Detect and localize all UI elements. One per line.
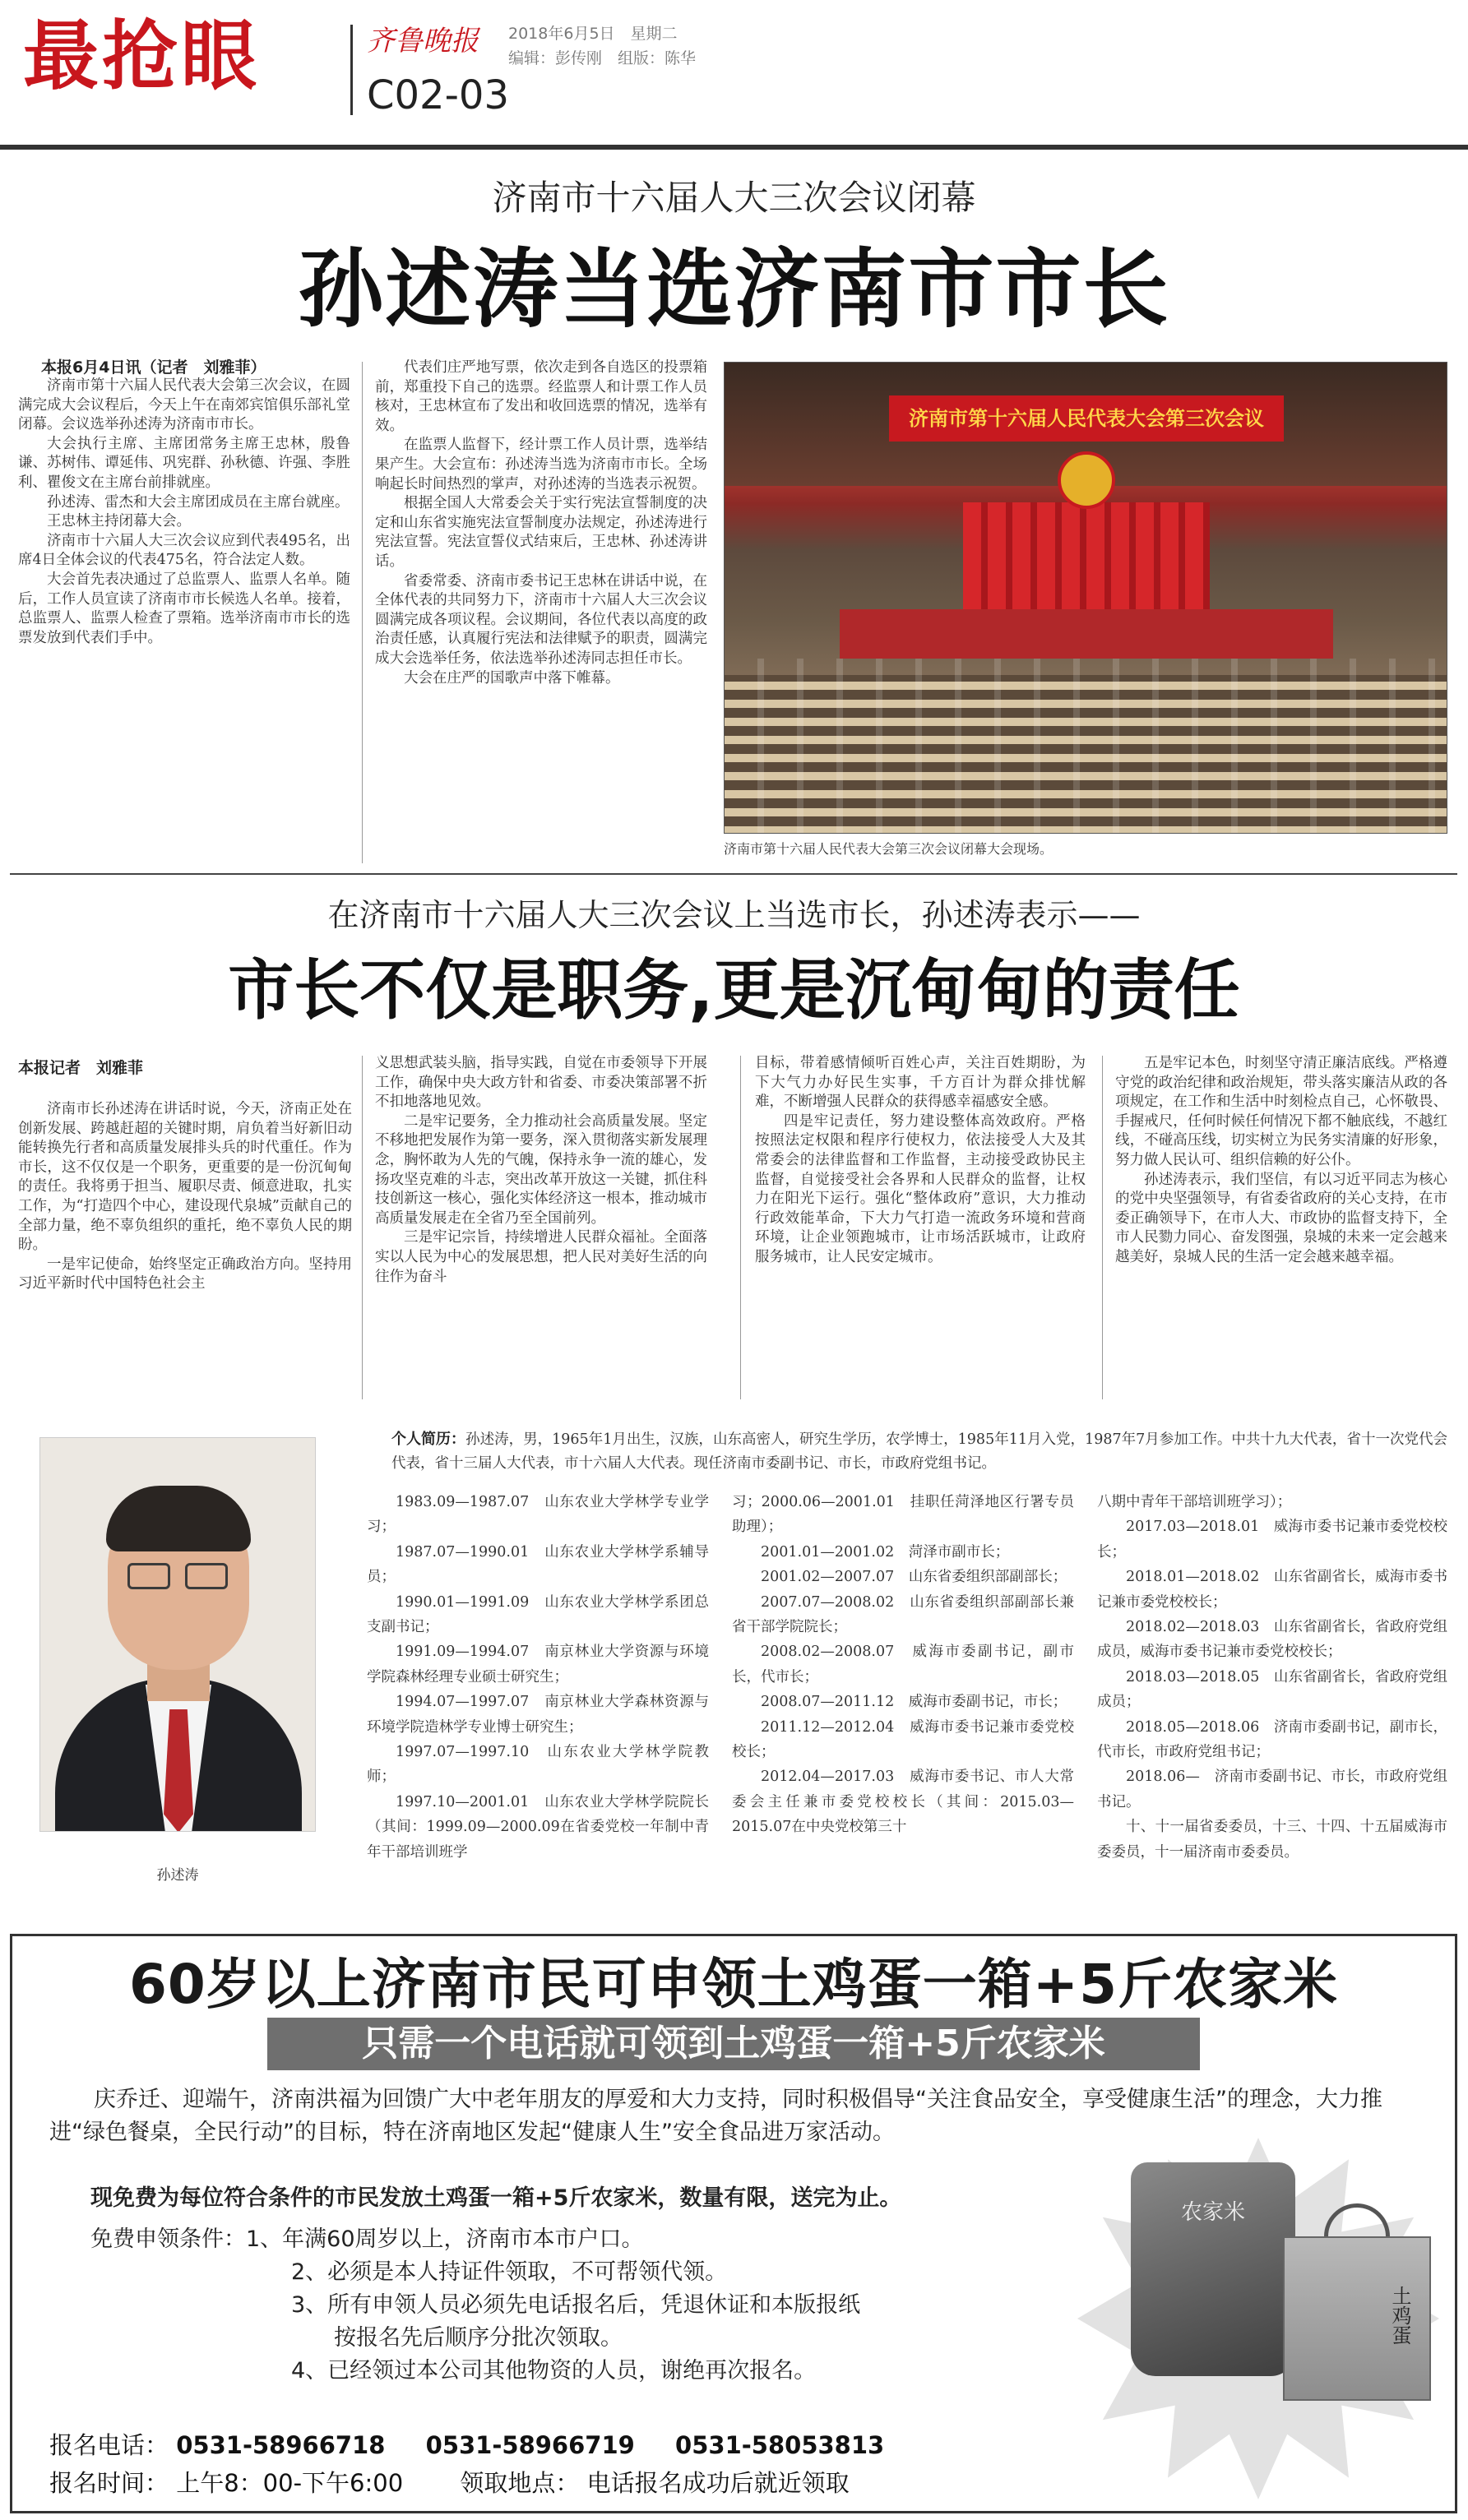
resume-entry: 1994.07—1997.07 南京林业大学森林资源与环境学院造林学专业博士研究生；	[367, 1694, 709, 1736]
story1-headline: 孙述涛当选济南市市长	[298, 239, 1170, 340]
paragraph: 大会在庄严的国歌声中落下帷幕。	[404, 669, 620, 687]
ad-subheadline: 只需一个电话就可领到土鸡蛋一箱+5斤农家米	[267, 2018, 1200, 2070]
resume-entry: 2011.12—2012.04 威海市委书记兼市委党校校长；	[732, 1718, 1074, 1761]
conditions-label: 免费申领条件：	[90, 2226, 246, 2252]
paragraph: 孙述涛表示，我们坚信，有以习近平同志为核心的党中央坚强领导，有省委省政府的关心支持，在市委正确领导下，在市人大、市政协的监督支持下，全市人民勠力同心、奋发图强，泉城的未来一定会越来越美好，泉城人民的生活一定会越来越幸福。	[1115, 1171, 1447, 1265]
place-value: 电话报名成功后就近领取	[586, 2469, 850, 2497]
story1-kicker: 济南市十六届人大三次会议闭幕	[492, 178, 976, 218]
condition-item: 按报名先后顺序分批次领取。	[334, 2325, 623, 2351]
paragraph: 二是牢记要务，全力推动社会高质量发展。坚定不移地把发展作为第一要务，深入贯彻落实新发展理念，胸怀敢为人先的气魄，保持永争一流的雄心，发扬攻坚克难的斗志，突出改革开放这一关键，抓住科技创新这一核心，强化实体经济这一根本，推动城市高质量发展走在全省乃至全国前列。	[375, 1112, 707, 1227]
story2-headline: 市长不仅是职务,更是沉甸甸的责任	[228, 952, 1240, 1029]
profile-intro	[391, 1427, 1447, 1476]
rice-bag-label: 农家米	[1180, 2200, 1245, 2225]
story2-column-3	[755, 1054, 1086, 1398]
ad-conditions	[90, 2223, 1118, 2388]
resume-column-3	[1097, 1490, 1447, 1865]
profile-intro-label: 个人简历：	[391, 1431, 466, 1448]
issue-editors: 编辑：彭传刚 组版：陈华	[508, 49, 697, 67]
resume-entry: 1990.01—1991.09 山东农业大学林学系团总支副书记；	[367, 1593, 709, 1636]
paragraph: 省委常委、济南市委书记王忠林在讲话中说，在全体代表的共同努力下，济南市十六届人大三次会议圆满完成各项议程。会议期间，各位代表以高度的政治责任感，认真履行宪法和法律赋予的职责，圆满完成大会选举任务，依法选举孙述涛同志担任市长。	[375, 572, 707, 667]
resume-entry: 2008.02—2008.07 威海市委副书记，副市长，代市长；	[732, 1644, 1074, 1685]
assembly-banner: 济南市第十六届人民代表大会第三次会议	[889, 395, 1284, 442]
audience-rows	[725, 659, 1447, 834]
ad-time-row	[49, 2465, 1283, 2499]
story2-column-1	[18, 1100, 352, 1396]
column-divider	[362, 1056, 363, 1399]
place-label: 领取地点：	[460, 2469, 580, 2497]
paragraph: 三是牢记宗旨，持续增进人民群众福祉。全面落实以人民为中心的发展思想，把人民对美好生活的向往作为奋斗	[375, 1229, 707, 1285]
ad-phone-row	[49, 2427, 1283, 2461]
paragraph: 四是牢记责任，努力建设整体高效政府。严格按照法定权限和程序行使权力，依法接受人大及其常委会的法律监督和工作监督，主动接受政协民主监督，自觉接受社会各界和人民群众的监督，让权力在阳光下运行。强化“整体政府”意识，大力推动行政效能革命，下大力气打造一流政务环境和营商环境，让企业领跑城市，让市场活跃城市，让政府服务城市，让人民安定城市。	[755, 1112, 1086, 1265]
photo-caption: 济南市第十六届人民代表大会第三次会议闭幕大会现场。	[724, 841, 1054, 857]
paragraph: 孙述涛、雷杰和大会主席团成员在主席台就座。	[47, 493, 350, 511]
story2-kicker: 在济南市十六届人大三次会议上当选市长，孙述涛表示——	[327, 897, 1141, 933]
assembly-hall-photo	[724, 362, 1447, 834]
phone-label: 报名电话：	[49, 2431, 169, 2459]
condition-item: 1、年满60周岁以上，济南市本市户口。	[246, 2226, 644, 2252]
newspaper-name: 齐鲁晚报	[367, 25, 479, 58]
paragraph: 王忠林主持闭幕大会。	[47, 513, 191, 530]
red-flags	[963, 502, 1210, 617]
profile-intro-text: 孙述涛，男，1965年1月出生，汉族，山东高密人，研究生学历，农学博士，1985年11月入党，1987年7月参加工作。中共十九大代表，省十一次党代会代表，省十三届人大代表，市十六届人大代表。现任济南市委副书记、市长，市政府党组书记。	[391, 1431, 1448, 1472]
resume-entry: 1997.07—1997.10 山东农业大学林学院教师；	[367, 1744, 709, 1786]
resume-entry: 2007.07—2008.02 山东省委组织部副部长兼省干部学院院长；	[732, 1593, 1074, 1636]
section-rule	[10, 873, 1457, 875]
phone-number-1[interactable]: 0531-58966718	[176, 2431, 386, 2459]
resume-entry: 1997.10—2001.01 山东农业大学林学院院长（其间：1999.09—2000.09在省委党校一年制中青年干部培训班学	[367, 1793, 709, 1861]
ad-offer: 现免费为每位符合条件的市民发放土鸡蛋一箱+5斤农家米，数量有限，送完为止。	[90, 2185, 902, 2211]
condition-item: 3、所有申领人员必须先电话报名后，凭退休证和本版报纸	[291, 2292, 861, 2318]
resume-entry: 2018.01—2018.02 山东省副省长，威海市委书记兼市委党校校长；	[1097, 1569, 1447, 1611]
ad-intro: 庆乔迁、迎端午，济南洪福为回馈广大中老年朋友的厚爱和大力支持，同时积极倡导“关注食品安全，享受健康生活”的理念，大力推进“绿色餐桌，全民行动”的目标，特在济南地区发起“健康人生”安全食品进万家活动。	[49, 2087, 1382, 2145]
section-title: 最抢眼	[23, 12, 261, 100]
paragraph: 济南市长孙述涛在讲话时说，今天，济南正处在创新发展、跨越赶超的关键时期，肩负着当好新旧动能转换先行者和高质量发展排头兵的时代重任。作为市长，这不仅仅是一个职务，更重要的是一份沉甸甸的责任。我将勇于担当、履职尽责、倾意进取，扎实工作，为“打造四个中心，建设现代泉城”贡献自己的全部力量，绝不辜负组织的重托，绝不辜负人民的期盼。	[18, 1101, 352, 1254]
resume-entry: 1987.07—1990.01 山东农业大学林学系辅导员；	[367, 1543, 709, 1586]
column-divider	[362, 362, 363, 863]
paragraph: 济南市十六届人大三次会议应到代表495名，出席4日全体会议的代表475名，符合法定人数。	[18, 532, 350, 569]
issue-meta	[508, 21, 696, 71]
resume-column-2	[732, 1490, 1074, 1840]
story1-column-1	[18, 377, 350, 867]
paragraph: 义思想武装头脑，指导实践，自觉在市委领导下开展工作，确保中央大政方针和省委、市委决策部署不折不扣地落地见效。	[375, 1055, 707, 1111]
story2-byline: 本报记者 刘雅菲	[18, 1059, 144, 1077]
glasses-right-icon	[185, 1563, 228, 1589]
paragraph: 济南市第十六届人民代表大会第三次会议，在圆满完成大会议程后，今天上午在南郊宾馆俱乐部礼堂闭幕。会议选举孙述涛为济南市市长。	[18, 377, 350, 433]
hair	[106, 1486, 251, 1551]
masthead-divider	[350, 25, 353, 115]
resume-entry: 2012.04—2017.03 威海市委书记、市人大常委会主任兼市委党校校长（其间：2015.03—2015.07在中央党校第三十	[732, 1769, 1074, 1836]
story2-column-4	[1115, 1054, 1447, 1398]
portrait-caption: 孙述涛	[156, 1867, 199, 1884]
resume-entry: 2018.02—2018.03 山东省副省长，省政府党组成员，威海市委书记兼市委党校校长；	[1097, 1619, 1447, 1661]
paragraph: 在监票人监督下，经计票工作人员计票，选举结果产生。大会宣布：孙述涛当选为济南市市长。全场响起长时间热烈的掌声，对孙述涛的当选表示祝贺。	[375, 437, 707, 492]
resume-entry: 2018.06— 济南市委副书记、市长，市政府党组书记。	[1097, 1769, 1447, 1810]
condition-item: 2、必须是本人持证件领取，不可帮领代领。	[291, 2259, 728, 2285]
masthead-rule	[0, 145, 1468, 150]
time-label: 报名时间：	[49, 2469, 169, 2497]
story2-column-2	[375, 1054, 707, 1398]
rostrum-stage	[840, 609, 1333, 659]
column-divider	[740, 1056, 741, 1399]
portrait-photo	[39, 1437, 316, 1832]
resume-entry: 2018.05—2018.06 济南市委副书记，副市长，代市长，市政府党组书记；	[1097, 1718, 1447, 1761]
resume-entry: 2001.02—2007.07 山东省委组织部副部长；	[761, 1569, 1067, 1586]
story1-byline: 本报6月4日讯（记者 刘雅菲）	[41, 358, 266, 377]
paragraph: 代表们庄严地写票，依次走到各自选区的投票箱前，郑重投下自己的选票。经监票人和计票工作人员核对，王忠林宣布了发出和收回选票的情况，选举有效。	[375, 359, 707, 434]
resume-column-1	[367, 1490, 709, 1865]
resume-entry: 1983.09—1987.07 山东农业大学林学专业学习；	[367, 1494, 709, 1536]
resume-entry: 2017.03—2018.01 威海市委书记兼市委党校校长；	[1097, 1519, 1447, 1561]
resume-entry: 十、十一届省委委员，十三、十四、十五届威海市委委员，十一届济南市委委员。	[1097, 1819, 1447, 1861]
glasses-left-icon	[127, 1563, 170, 1589]
gift-bag-label: 土鸡蛋	[1388, 2286, 1411, 2345]
paragraph: 根据全国人大常委会关于实行宪法宣誓制度的决定和山东省实施宪法宣誓制度办法规定，孙述涛进行宪法宣誓。宪法宣誓仪式结束后，王忠林、孙述涛讲话。	[375, 495, 707, 570]
issue-date: 2018年6月5日 星期二	[508, 25, 678, 43]
resume-entry: 2018.03—2018.05 山东省副省长，省政府党组成员；	[1097, 1668, 1447, 1711]
paragraph: 五是牢记本色，时刻坚守清正廉洁底线。严格遵守党的政治纪律和政治规矩，带头落实廉洁从政的各项规定，在工作和生活中时刻检点自己，心怀敬畏、手握戒尺，任何时候任何情况下都不触底线，不越红线，不碰高压线，切实树立为民务实清廉的好形象，努力做人民认可、组织信赖的好公仆。	[1115, 1055, 1447, 1168]
resume-entry: 八期中青年干部培训班学习）；	[1097, 1494, 1292, 1510]
time-value: 上午8：00-下午6:00	[176, 2469, 404, 2497]
ad-headline: 60岁以上济南市民可申领土鸡蛋一箱+5斤农家米	[128, 1953, 1339, 2016]
condition-item: 4、已经领过本公司其他物资的人员，谢绝再次报名。	[291, 2358, 817, 2384]
paragraph: 大会首先表决通过了总监票人、监票人名单。随后，工作人员宣读了济南市市长候选人名单。接着，总监票人、监票人检查了票箱。选举济南市市长的选票发放到代表们手中。	[18, 571, 350, 646]
resume-entry: 1991.09—1994.07 南京林业大学资源与环境学院森林经理专业硕士研究生；	[367, 1644, 709, 1685]
phone-number-3[interactable]: 0531-58053813	[675, 2431, 885, 2459]
paragraph: 目标，带着感情倾听百姓心声，关注百姓期盼，为下大气力办好民生实事，千方百计为群众排忧解难，不断增强人民群众的获得感幸福感安全感。	[755, 1055, 1086, 1111]
resume-entry: 2001.01—2001.02 菏泽市副市长；	[761, 1543, 1010, 1561]
resume-entry: 习；2000.06—2001.01 挂职任菏泽地区行署专员助理）；	[732, 1494, 1074, 1536]
page-number: C02-03	[367, 72, 509, 118]
paragraph: 一是牢记使命，始终坚定正确政治方向。坚持用习近平新时代中国特色社会主	[18, 1255, 352, 1292]
national-emblem-icon	[1058, 451, 1115, 509]
phone-number-2[interactable]: 0531-58966719	[425, 2431, 635, 2459]
story1-column-2	[375, 358, 707, 867]
column-divider	[1102, 1056, 1103, 1399]
resume-entry: 2008.07—2011.12 威海市委副书记，市长；	[761, 1694, 1067, 1711]
paragraph: 大会执行主席、主席团常务主席王忠林，殷鲁谦、苏树伟、谭延伟、巩宪群、孙秋德、许强、李胜利、瞿俊文在主席台前排就座。	[18, 435, 350, 491]
